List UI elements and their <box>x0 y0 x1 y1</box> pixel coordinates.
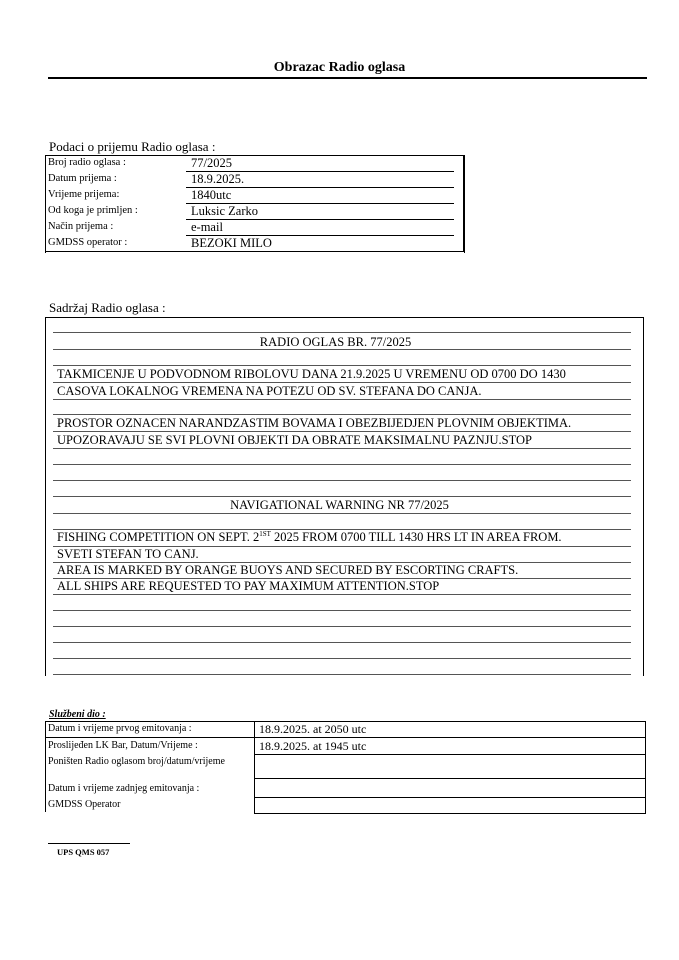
official-value-forwarded: 18.9.2025. at 1945 utc <box>259 739 367 753</box>
content-rule <box>53 610 631 611</box>
reception-value-from: Luksic Zarko <box>191 204 258 218</box>
official-label-first-broadcast: Datum i vrijeme prvog emitovanja : <box>48 723 192 734</box>
official-line <box>254 754 645 755</box>
form-code-rule <box>48 843 130 844</box>
official-line <box>254 813 645 814</box>
reception-label-method: Način prijema : <box>48 221 114 232</box>
content-rule <box>53 674 631 675</box>
local-notice-line: PROSTOR OZNACEN NARANDZASTIM BOVAMA I OBEZBIJEDJEN PLOVNIM OBJEKTIMA. <box>57 416 572 430</box>
nav-warning-line: ALL SHIPS ARE REQUESTED TO PAY MAXIMUM ATTENTION.STOP <box>57 579 440 593</box>
nav-warning-title: NAVIGATIONAL WARNING NR 77/2025 <box>230 498 449 512</box>
reception-line <box>186 219 454 220</box>
content-rule <box>53 332 631 333</box>
reception-value-operator: BEZOKI MILO <box>191 236 272 250</box>
form-code: UPS QMS 057 <box>57 847 110 857</box>
official-label-cancelled: Poništen Radio oglasom broj/datum/vrijeme <box>48 756 225 767</box>
content-rule <box>53 658 631 659</box>
reception-value-method: e-mail <box>191 220 223 234</box>
nav-line-superscript: 1ST <box>259 530 271 538</box>
content-rule <box>53 349 631 350</box>
reception-box-right <box>463 155 464 252</box>
content-rule <box>53 594 631 595</box>
reception-bottom-line <box>45 251 464 252</box>
official-divider <box>254 721 255 814</box>
reception-label-date: Datum prijema : <box>48 173 117 184</box>
content-rule <box>53 448 631 449</box>
reception-label-time: Vrijeme prijema: <box>48 189 120 200</box>
content-heading: Sadržaj Radio oglasa : <box>49 300 166 315</box>
reception-value-date: 18.9.2025. <box>191 172 245 186</box>
content-rule <box>53 399 631 400</box>
reception-value-time: 1840utc <box>191 188 232 202</box>
local-notice-line: TAKMICENJE U PODVODNOM RIBOLOVU DANA 21.9.2025 U VREMENU OD 0700 DO 1430 <box>57 367 566 381</box>
content-rule <box>53 365 631 366</box>
reception-value-number: 77/2025 <box>191 156 232 170</box>
nav-warning-line <box>57 530 562 545</box>
official-line <box>45 737 645 738</box>
content-rule <box>53 626 631 627</box>
reception-label-operator: GMDSS operator : <box>48 237 128 248</box>
official-heading: Službeni dio : <box>49 709 106 720</box>
nav-line-text: 2025 FROM 0700 TILL 1430 HRS LT IN AREA FROM. <box>270 530 562 545</box>
content-rule <box>53 480 631 481</box>
content-rule <box>53 642 631 643</box>
content-rule <box>53 414 631 415</box>
official-line <box>254 778 645 779</box>
local-notice-line: CASOVA LOKALNOG VREMENA NA POTEZU OD SV. STEFANA DO CANJA. <box>57 384 482 398</box>
title-rule <box>48 77 647 79</box>
reception-label-from: Od koga je primljen : <box>48 205 138 216</box>
reception-heading: Podaci o prijemu Radio oglasa : <box>49 139 216 154</box>
official-line <box>254 797 645 798</box>
content-rule <box>53 431 631 432</box>
content-rule <box>53 464 631 465</box>
official-label-forwarded: Proslijeđen LK Bar, Datum/Vrijeme : <box>48 740 198 751</box>
official-value-first-broadcast: 18.9.2025. at 2050 utc <box>259 722 367 736</box>
reception-label-number: Broj radio oglasa : <box>48 157 126 168</box>
official-box-right <box>645 721 646 814</box>
nav-line-text: FISHING COMPETITION ON SEPT. 2 <box>57 530 260 545</box>
local-notice-title: RADIO OGLAS BR. 77/2025 <box>259 335 412 349</box>
content-rule <box>53 382 631 383</box>
official-label-operator: GMDSS Operator <box>48 799 121 810</box>
local-notice-line: UPOZORAVAJU SE SVI PLOVNI OBJEKTI DA OBRATE MAKSIMALNU PAZNJU.STOP <box>57 433 532 447</box>
nav-warning-line: SVETI STEFAN TO CANJ. <box>57 547 199 561</box>
content-rule <box>53 496 631 497</box>
form-title: Obrazac Radio oglasa <box>273 60 406 75</box>
content-rule <box>53 513 631 514</box>
nav-warning-line: AREA IS MARKED BY ORANGE BUOYS AND SECURED BY ESCORTING CRAFTS. <box>57 563 519 577</box>
official-label-last-broadcast: Datum i vrijeme zadnjeg emitovanja : <box>48 783 200 794</box>
